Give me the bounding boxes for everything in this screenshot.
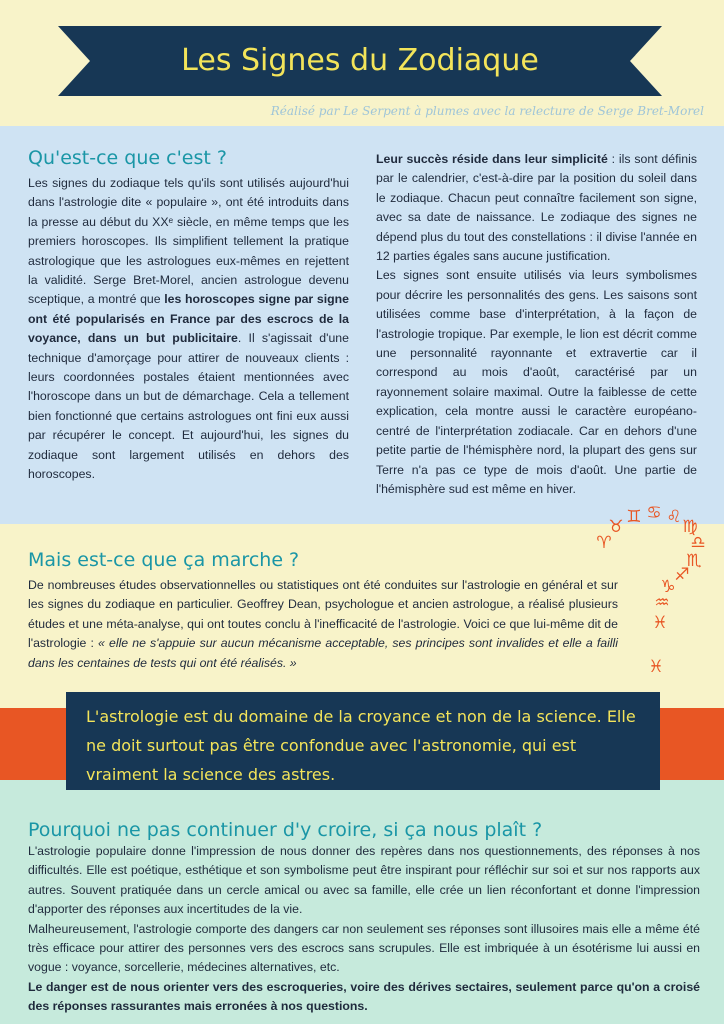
callout-text: L'astrologie est du domaine de la croyance et non de la science. Elle ne doit surtout pas être confondue avec l'astronomie, qui est vraiment la science des astres. (86, 707, 636, 784)
zodiac-sign-6: ♎ (690, 533, 706, 553)
why-not-believe-body (28, 842, 700, 1017)
text-span: : ils sont définis par le calendrier, c'est-à-dire par la position du soleil dans le zodiaque. Chacun peut connaître facilement son signe, avec sa date de naissance. Le zodiaque des signes ne dépend plus du tout des constellations : il divise l'année en 12 parties égales sans aucune justification. (376, 152, 697, 264)
zodiac-sign-2: ♊ (626, 507, 642, 527)
paragraph: L'astrologie populaire donne l'impression de nous donner des repères dans nos questionnements, des réponses à nos difficultés. Elle est poétique, esthétique et son symbolisme peut être inspirant pour réfléchir sur soi et sur nos rapports aux autres. Souvent pratiquée dans un cercle amical ou avec sa famille, elle crée un lien réconfortant et donne l'impression d'apporter des réponses aux incertitudes de la vie. (28, 844, 700, 917)
column-left (28, 174, 349, 485)
zodiac-sign-9: ♑ (660, 577, 676, 597)
zodiac-sign-1: ♉ (608, 517, 624, 537)
zodiac-sign-3: ♋ (646, 503, 662, 523)
bold-span: Le danger est de nous orienter vers des escroqueries, voire des dérives sectaires, seulement parce qu'on a croisé des réponses rassurantes mais erronées à nos questions. (28, 979, 700, 1014)
zodiac-sign-8: ♐ (674, 565, 690, 585)
paragraph: Malheureusement, l'astrologie comporte des dangers car non seulement ses réponses sont illusoires mais elle a même été très efficace pour attirer des personnes vers des escrocs sans scrupules. Elle est imbriquée à un ésotérisme lui aussi en vogue : voyance, sorcellerie, médecines alternatives, etc. (28, 921, 700, 975)
text-span: Les signes du zodiaque tels qu'ils sont utilisés aujourd'hui dans l'astrologie dite « populaire », ont été introduits dans la presse au début du XXᵉ siècle, en même temps que les premiers horoscopes. Ils simplifient tellement la pratique astrologique que les astrologues eux-mêmes en rejettent la validité. Serge Bret-Morel, ancien astrologue devenu sceptique, a montré que (28, 176, 349, 307)
does-it-work-body (28, 576, 618, 673)
text-span: . Il s'agissait d'une technique d'amorçage pour attirer de nouveaux clients : leurs coordonnées postales étaient mentionnées avec l'horoscope dans un but de démarchage. Cela a tellement bien fonctionné que certains astrologues ont fini eux aussi par récupérer le concept. Et aujourd'hui, les signes du zodiaque sont largement utilisés en dehors des horoscopes. (28, 331, 349, 482)
paragraph: Les signes sont ensuite utilisés via leurs symbolismes pour décrire les personnalités des gens. Les saisons sont utilisées comme base d'interprétation, à la façon de l'astrologie tropique. Par exemple, le lion est décrit comme une personnalité rayonnante et extravertie car il correspond au mois d'août, caractérisé par un rayonnement solaire maximal. Outre la faiblesse de cette explication, cela montre aussi le caractère européano-centré de l'interprétation zodiacale. Car en dehors d'une petite partie de l'hémisphère nord, la plupart des gens sur Terre n'a pas ce type de mois d'août. Une partie de l'hémisphère sud est même en hiver. (376, 268, 697, 496)
zodiac-sign-10: ♒ (654, 593, 670, 613)
heading-does-it-work: Mais est-ce que ça marche ? (28, 549, 300, 571)
paragraph (376, 150, 697, 266)
bold-span: les horoscopes signe par signe ont été popularisés en France par des escrocs de la voyance, dans un but publicitaire (28, 292, 349, 346)
column-right (376, 150, 697, 499)
dean-quote: « elle ne s'appuie sur aucun mécanisme acceptable, ses principes sont invalides et elle a failli dans les centaines de tests qui ont été réalisés. » (28, 636, 618, 670)
text-span: De nombreuses études observationnelles ou statistiques ont été conduites sur l'astrologie en général et sur les signes du zodiaque en particulier. Geoffrey Dean, psychologue et ancien astrologue, a réalisé plusieurs études et une méta-analyse, qui ont toutes conclu à l'inefficacité de l'astrologie. Voici ce que lui-même dit de l'astrologie : (28, 578, 618, 651)
heading-what-is-it: Qu'est-ce que c'est ? (28, 147, 227, 169)
credit-line: Réalisé par Le Serpent à plumes avec la relecture de Serge Bret-Morel (270, 104, 704, 118)
page-title: Les Signes du Zodiaque (181, 43, 539, 78)
zodiac-sign-11: ♓ (652, 613, 668, 633)
heading-why-not-believe: Pourquoi ne pas continuer d'y croire, si ça nous plaît ? (28, 819, 543, 841)
paragraph (28, 978, 700, 1017)
bold-span: Leur succès réside dans leur simplicité (376, 152, 608, 166)
zodiac-sign-5: ♍ (682, 517, 698, 537)
zodiac-sign-7: ♏ (686, 551, 702, 571)
zodiac-sign-0: ♈ (596, 533, 612, 553)
paragraph (28, 174, 349, 485)
zodiac-dot-pisces: ♓ (648, 657, 664, 677)
zodiac-sign-4: ♌ (666, 507, 682, 527)
title-banner (58, 26, 662, 96)
header-band (0, 0, 724, 126)
